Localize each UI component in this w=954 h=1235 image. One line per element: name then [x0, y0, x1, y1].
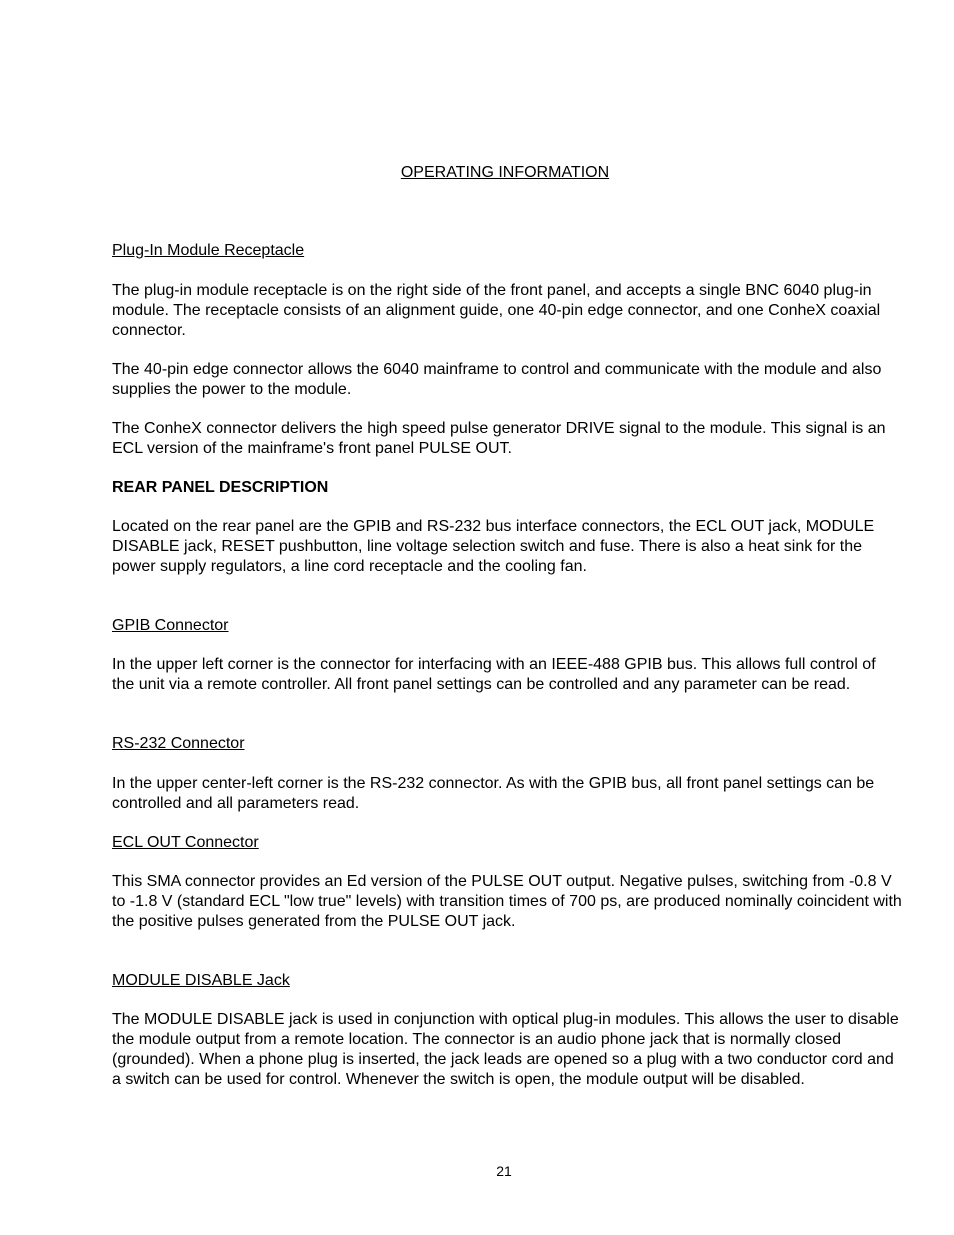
- page-title: OPERATING INFORMATION: [400, 164, 610, 181]
- heading-ecl-out-connector: ECL OUT Connector: [112, 834, 259, 851]
- heading-plugin-module-receptacle: Plug-In Module Receptacle: [112, 242, 305, 259]
- paragraph-plugin-3: The ConheX connector delivers the high speed pulse generator DRIVE signal to the module. This signal is an ECL version of the mainframe's front panel PULSE OUT.: [112, 420, 886, 457]
- heading-gpib-connector: GPIB Connector: [112, 617, 229, 634]
- paragraph-rear-1: Located on the rear panel are the GPIB and RS-232 bus interface connectors, the ECL OUT jack, MODULE DISABLE jack, RESET pushbutton, line voltage selection switch and fuse. There is also a heat sink for the power supply regulators, a line cord receptacle and the cooling fan.: [112, 518, 875, 575]
- paragraph-ecl-1: This SMA connector provides an Ed version of the PULSE OUT output. Negative pulses, switching from -0.8 V to -1.8 V (standard ECL "low true" levels) with transition times of 700 ps, are produced nominally coincident with the positive pulses generated from the PULSE OUT jack.: [112, 873, 902, 930]
- heading-rs232-connector: RS-232 Connector: [112, 735, 245, 752]
- paragraph-module-disable-1: The MODULE DISABLE jack is used in conjunction with optical plug-in modules. This allows the user to disable the module output from a remote location. The connector is an audio phone jack that is normally closed (grounded). When a phone plug is inserted, the jack leads are opened so a plug with a two conductor cord and a switch can be used for control. Whenever the switch is open, the module output will be disabled.: [112, 1011, 899, 1088]
- heading-rear-panel-description: REAR PANEL DESCRIPTION: [112, 479, 329, 496]
- paragraph-plugin-2: The 40-pin edge connector allows the 6040 mainframe to control and communicate with the module and also supplies the power to the module.: [112, 361, 882, 398]
- page-number: 21: [496, 1163, 512, 1179]
- paragraph-gpib-1: In the upper left corner is the connector for interfacing with an IEEE-488 GPIB bus. This allows full control of the unit via a remote controller. All front panel settings can be controlled and any parameter can be read.: [112, 656, 876, 693]
- paragraph-rs232-1: In the upper center-left corner is the RS-232 connector. As with the GPIB bus, all front panel settings can be controlled and all parameters read.: [112, 775, 875, 812]
- paragraph-plugin-1: The plug-in module receptacle is on the right side of the front panel, and accepts a single BNC 6040 plug-in module. The receptacle consists of an alignment guide, one 40-pin edge connector, and one ConheX coaxial connector.: [112, 282, 881, 339]
- heading-module-disable-jack: MODULE DISABLE Jack: [112, 972, 290, 989]
